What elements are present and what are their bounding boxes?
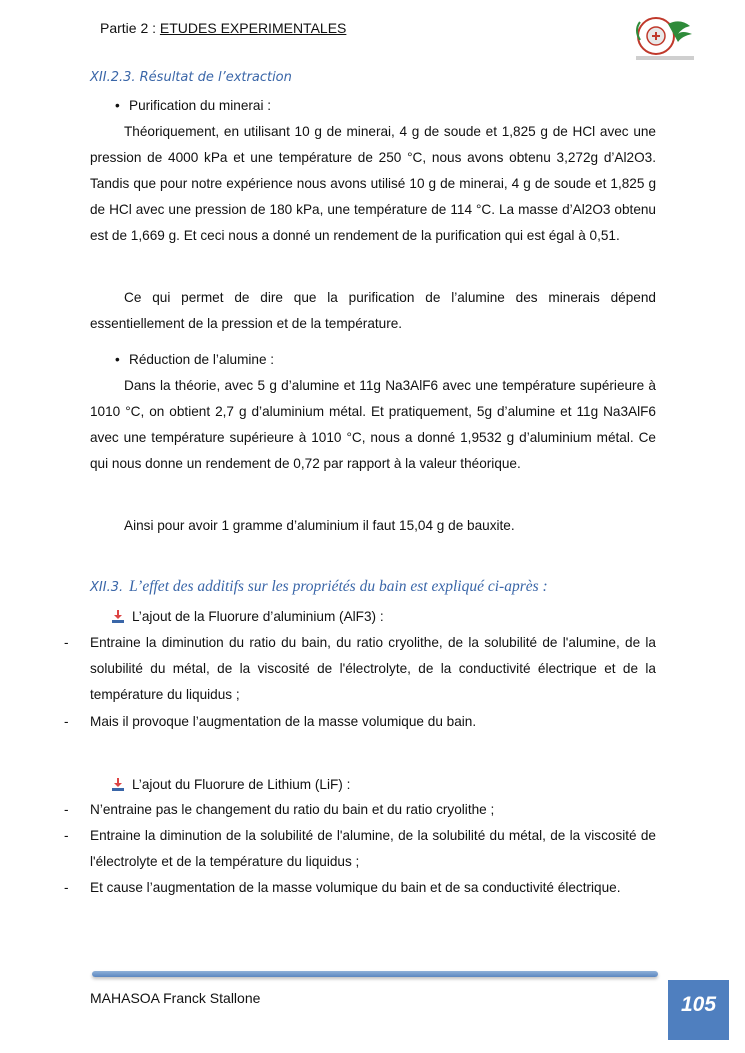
list-item: N’entraine pas le changement du ratio du bain et du ratio cryolithe ; [90,802,495,817]
footer-divider [92,971,658,977]
list-item: Mais il provoque l’augmentation de la masse volumique du bain. [90,714,477,729]
paragraph-purification: Théoriquement, en utilisant 10 g de minerai, 4 g de soude et 1,825 g de HCl avec une pression de 4000 kPa et une température de 250 °C, nous avons obtenu 3,272g d’Al2O3. Tandis que pour notre expérience nous avons utilisé 10 g de minerai, 4 g de soude et 1,825 g de HCl avec une pression de 180 kPa, une température de 114 °C. La masse d’Al2O3 obtenu est de 1,669 g. Et ceci nous a donné un rendement de la purification qui est égal à 0,51. [90,124,656,243]
additive-alf3-heading [112,609,384,624]
section-heading [90,578,548,596]
header-title: ETUDES EXPERIMENTALES [159,20,347,36]
paragraph-reduction: Dans la théorie, avec 5 g d’alumine et 11g Na3AlF6 avec une température supérieure à 1010 °C, on obtient 2,7 g d’aluminium métal. Et pratiquement, 5g d’alumine et 11g Na3AlF6 avec une température supérieure à 1010 °C, nous a donné 1,9532 g d’aluminium métal. Ce qui nous donne un rendement de 0,72 par rapport à la valeur théorique. [90,378,656,471]
bullet-reduction [115,352,274,367]
section-title: L’effet des additifs sur les propriétés du bain est expliqué ci-après : [129,578,548,595]
arrow-bullet-icon [112,610,124,623]
dash-marker: - [64,635,69,650]
institution-logo [630,14,700,66]
dash-marker: - [64,828,69,843]
section-number: XII.3. [90,580,124,595]
list-item: Et cause l’augmentation de la masse volumique du bain et de sa conductivité électrique. [90,880,621,895]
additive-lif-heading [112,777,350,792]
subsection-heading: XII.2.3. Résultat de l’extraction [90,70,292,85]
bullet-reduction-label: Réduction de l’alumine : [129,352,275,367]
paragraph-conclusion-purification: Ce qui permet de dire que la purification de l’alumine des minerais dépend essentiellement de la pression et de la température. [90,290,656,331]
additive-lif-title: L’ajout du Fluorure de Lithium (LiF) : [132,777,351,792]
list-item: Entraine la diminution de la solubilité de l'alumine, de la solubilité du métal, de la viscosité de l'électrolyte et de la température du liquidus ; [90,828,656,869]
bullet-dot: • [115,98,120,113]
dash-marker: - [64,802,69,817]
additive-alf3-title: L’ajout de la Fluorure d’aluminium (AlF3) : [132,609,384,624]
bullet-purification-label: Purification du minerai : [129,98,272,113]
list-item: Entraine la diminution du ratio du bain, du ratio cryolithe, de la solubilité de l'alumine, de la solubilité du métal, de la viscosité de l'électrolyte, de la conductivité électrique et de la température du liquidus ; [90,635,656,702]
dash-marker: - [64,880,69,895]
dash-marker: - [64,714,69,729]
footer-author: MAHASOA Franck Stallone [90,990,261,1006]
bullet-purification [115,98,271,113]
page-number: 105 [668,980,729,1040]
page-header [100,20,346,36]
arrow-bullet-icon [112,778,124,791]
paragraph-bauxite: Ainsi pour avoir 1 gramme d’aluminium il faut 15,04 g de bauxite. [124,518,515,533]
header-prefix: Partie 2 : [100,20,160,36]
bullet-dot: • [115,352,120,367]
